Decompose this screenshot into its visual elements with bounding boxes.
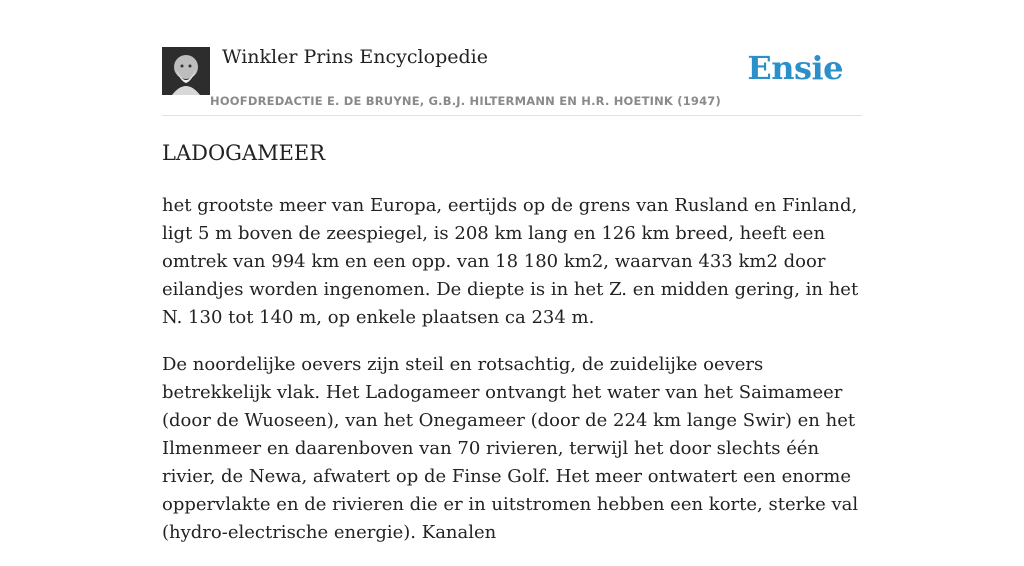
editors-line: HOOFDREDACTIE E. DE BRUYNE, G.B.J. HILTERMANN EN H.R. HOETINK (1947)	[210, 94, 721, 108]
publication-title[interactable]: Winkler Prins Encyclopedie	[222, 46, 488, 68]
portrait-icon	[162, 47, 210, 95]
article-title: LADOGAMEER	[162, 141, 326, 165]
article-body	[162, 192, 862, 566]
site-header	[162, 42, 862, 116]
paragraph: De noordelijke oevers zijn steil en rotsachtig, de zuidelijke oevers betrekkelijk vlak. Het Ladogameer ontvangt het water van het Saimameer (door de Wuoseen), van het Onegameer (door de 224 km lange Swir) en het Ilmenmeer en daarenboven van 70 rivieren, terwijl het door slechts één rivier, de Newa, afwatert op de Finse Golf. Het meer ontwatert een enorme oppervlakte en de rivieren die er in uitstromen hebben een korte, sterke val (hydro-electrische energie). Kanalen	[162, 354, 859, 543]
ensie-logo[interactable]: Ensie	[747, 49, 843, 87]
paragraph: het grootste meer van Europa, eertijds op de grens van Rusland en Finland, ligt 5 m boven de zeespiegel, is 208 km lang en 126 km breed, heeft een omtrek van 994 km en een opp. van 18 180 km2, waarvan 433 km2 door eilandjes worden ingenomen. De diepte is in het Z. en midden gering, in het N. 130 tot 140 m, op enkele plaatsen ca 234 m.	[162, 195, 859, 328]
author-avatar[interactable]	[162, 47, 210, 95]
